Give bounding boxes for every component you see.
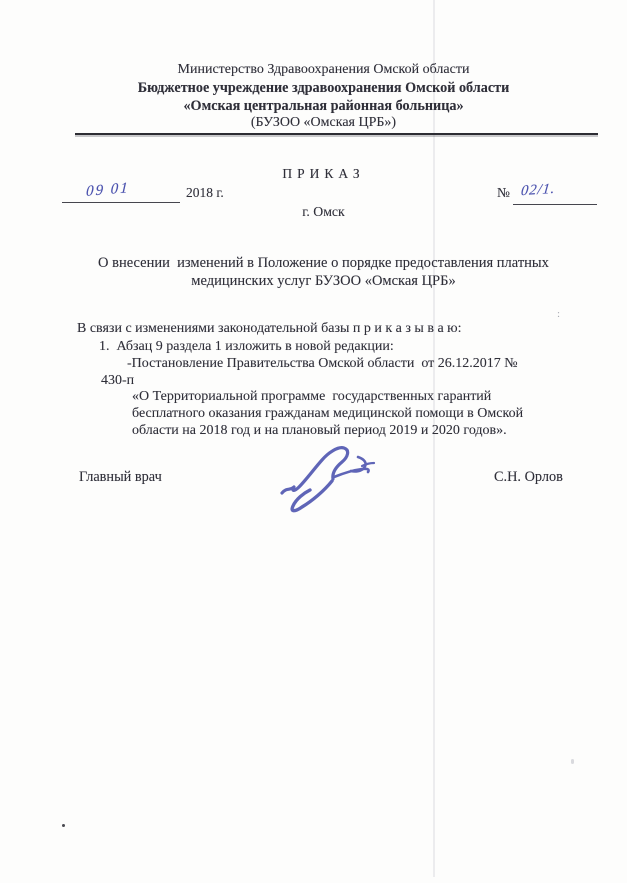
body-quote-line1: «О Территориальной программе государственных гарантий: [132, 389, 492, 404]
handwritten-order-number: 02/1.: [520, 180, 557, 200]
order-city: г. Омск: [302, 204, 345, 219]
order-title: ПРИКАЗ: [282, 166, 365, 181]
body-quote-line3: области на 2018 год и на плановый период 2019 и 2020 годов».: [132, 423, 507, 438]
signer-name: С.Н. Орлов: [494, 469, 563, 485]
handwritten-date: 09 01: [85, 180, 131, 200]
order-subject-line1: О внесении изменений в Положение о порядке предоставления платных: [98, 255, 549, 271]
org-header-line1: Министерство Здравоохранения Омской области: [177, 62, 470, 77]
scan-speck-dot: [62, 824, 65, 827]
signer-position: Главный врач: [79, 469, 162, 485]
body-item1: 1. Абзац 9 раздела 1 изложить в новой редакции:: [99, 339, 394, 354]
org-header-line2: Бюджетное учреждение здравоохранения Омской области: [137, 80, 510, 96]
signature-scribble-icon: [254, 433, 382, 523]
body-resolution-line2: 430-п: [101, 373, 135, 388]
scan-speck-faint: [571, 759, 574, 764]
org-header-line4: (БУЗОО «Омская ЦРБ»): [250, 115, 397, 130]
date-blank-underline: [62, 202, 180, 203]
scan-speck-colon: :: [557, 308, 561, 320]
org-header-line3: «Омская центральная районная больница»: [183, 98, 464, 114]
order-number-sign: №: [497, 185, 510, 200]
body-quote-line2: бесплатного оказания гражданам медицинской помощи в Омской: [132, 406, 524, 421]
order-year-label: 2018 г.: [186, 185, 224, 200]
body-intro: В связи с изменениями законодательной базы п р и к а з ы в а ю:: [77, 321, 462, 336]
header-divider-rule: [75, 133, 598, 135]
body-resolution-line1: -Постановление Правительства Омской области от 26.12.2017 №: [127, 356, 518, 371]
order-subject-line2: медицинских услуг БУЗОО «Омская ЦРБ»: [191, 273, 456, 289]
